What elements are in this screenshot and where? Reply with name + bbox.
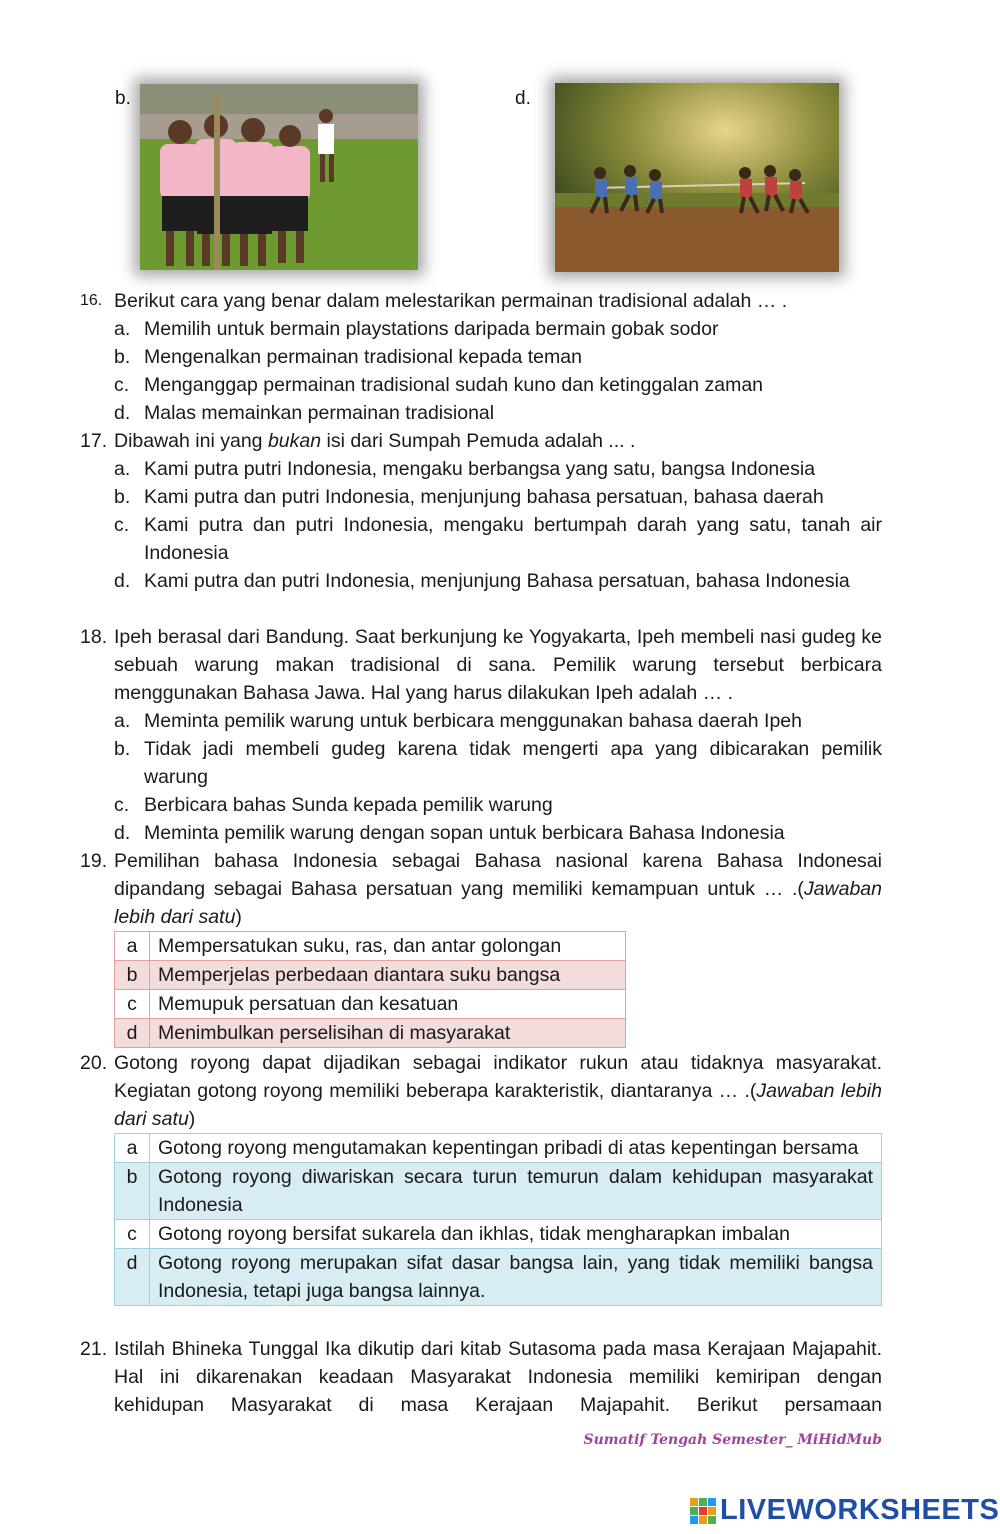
answer-row-d[interactable]: d Menimbulkan perselisihan di masyarakat bbox=[115, 1019, 626, 1048]
answer-row-c[interactable]: c Gotong royong bersifat sukarela dan ikhlas, tidak mengharapkan imbalan bbox=[115, 1220, 882, 1249]
option-c[interactable]: c. Kami putra dan putri Indonesia, mengaku bertumpah darah yang satu, tanah air Indonesia bbox=[114, 514, 882, 564]
footer-signature: Sumatif Tengah Semester_ MiHidMub bbox=[583, 1432, 882, 1448]
image-b-photo bbox=[140, 84, 418, 270]
question-21 bbox=[80, 1335, 882, 1419]
answer-table bbox=[114, 1133, 882, 1306]
option-c[interactable]: c. Berbicara bahas Sunda kepada pemilik warung bbox=[114, 794, 553, 816]
image-b-label: b. bbox=[115, 88, 131, 109]
question-20 bbox=[80, 1049, 882, 1306]
question-text: Istilah Bhineka Tunggal Ika dikutip dari kitab Sutasoma pada masa Kerajaan Majapahit. Hal ini dikarenakan keadaan Masyarakat Indonesia memiliki kemiripan dengan kehidupan Masyarakat di masa Kerajaan Majapahit. Berikut persamaan bbox=[114, 1338, 882, 1416]
children-bamboo-game-image bbox=[140, 84, 418, 270]
option-b[interactable]: b. Kami putra dan putri Indonesia, menjunjung bahasa persatuan, bahasa daerah bbox=[114, 486, 824, 508]
brand-text: LIVEWORKSHEETS bbox=[720, 1494, 1000, 1526]
question-text: Dibawah ini yang bukan isi dari Sumpah Pemuda adalah ... . bbox=[114, 430, 636, 452]
image-d-label: d. bbox=[515, 88, 531, 109]
image-d-photo bbox=[555, 83, 839, 272]
question-number: 19. bbox=[80, 850, 108, 872]
question-18 bbox=[80, 623, 882, 847]
question-number: 16. bbox=[80, 292, 103, 309]
option-d[interactable]: d. Kami putra dan putri Indonesia, menjunjung Bahasa persatuan, bahasa Indonesia bbox=[114, 570, 850, 592]
liveworksheets-logo bbox=[690, 1494, 999, 1527]
logo-grid-icon bbox=[690, 1498, 716, 1524]
option-a[interactable]: a. Memilih untuk bermain playstations daripada bermain gobak sodor bbox=[114, 318, 719, 340]
answer-row-d[interactable]: d Gotong royong merupakan sifat dasar bangsa lain, yang tidak memiliki bangsa Indonesia, tetapi juga bangsa lainnya. bbox=[115, 1249, 882, 1306]
question-17 bbox=[80, 427, 882, 595]
question-19 bbox=[80, 847, 882, 1048]
question-number: 20. bbox=[80, 1052, 108, 1074]
answer-row-b[interactable]: b Gotong royong diwariskan secara turun temurun dalam kehidupan masyarakat Indonesia bbox=[115, 1163, 882, 1220]
option-a[interactable]: a. Meminta pemilik warung untuk berbicara menggunakan bahasa daerah Ipeh bbox=[114, 710, 802, 732]
question-text: Ipeh berasal dari Bandung. Saat berkunjung ke Yogyakarta, Ipeh membeli nasi gudeg ke sebuah warung makan tradisional di sana. Pemilik warung tersebut berbicara menggunakan Bahasa Jawa. Hal yang harus dilakukan Ipeh adalah … . bbox=[114, 626, 882, 704]
question-number: 17. bbox=[80, 430, 108, 452]
question-text: Berikut cara yang benar dalam melestarikan permainan tradisional adalah … . bbox=[114, 290, 788, 312]
option-b[interactable]: b. Tidak jadi membeli gudeg karena tidak mengerti apa yang dibicarakan pemilik warung bbox=[114, 738, 882, 788]
option-c[interactable]: c. Menganggap permainan tradisional sudah kuno dan ketinggalan zaman bbox=[114, 374, 764, 396]
answer-row-a[interactable]: a Mempersatukan suku, ras, dan antar golongan bbox=[115, 932, 626, 961]
question-16 bbox=[80, 287, 882, 427]
option-b[interactable]: b. Mengenalkan permainan tradisional kepada teman bbox=[114, 346, 582, 368]
tug-of-war-image bbox=[555, 83, 839, 272]
option-a[interactable]: a. Kami putra putri Indonesia, mengaku berbangsa yang satu, bangsa Indonesia bbox=[114, 458, 816, 480]
option-d[interactable]: d. Meminta pemilik warung dengan sopan untuk berbicara Bahasa Indonesia bbox=[114, 822, 785, 844]
answer-row-a[interactable]: a Gotong royong mengutamakan kepentingan pribadi di atas kepentingan bersama bbox=[115, 1134, 882, 1163]
option-d[interactable]: d. Malas memainkan permainan tradisional bbox=[114, 402, 495, 424]
question-text: Gotong royong dapat dijadikan sebagai indikator rukun atau tidaknya masyarakat. Kegiatan gotong royong memiliki beberapa karakteristik, diantaranya … .(Jawaban lebih dari satu) bbox=[114, 1052, 882, 1130]
answer-row-c[interactable]: c Memupuk persatuan dan kesatuan bbox=[115, 990, 626, 1019]
answer-table bbox=[114, 931, 626, 1048]
question-number: 18. bbox=[80, 626, 108, 648]
answer-row-b[interactable]: b Memperjelas perbedaan diantara suku bangsa bbox=[115, 961, 626, 990]
question-text: Pemilihan bahasa Indonesia sebagai Bahasa nasional karena Bahasa Indonesai dipandang sebagai Bahasa persatuan yang memiliki kemampuan untuk … .(Jawaban lebih dari satu) bbox=[114, 850, 882, 928]
question-number: 21. bbox=[80, 1338, 108, 1360]
